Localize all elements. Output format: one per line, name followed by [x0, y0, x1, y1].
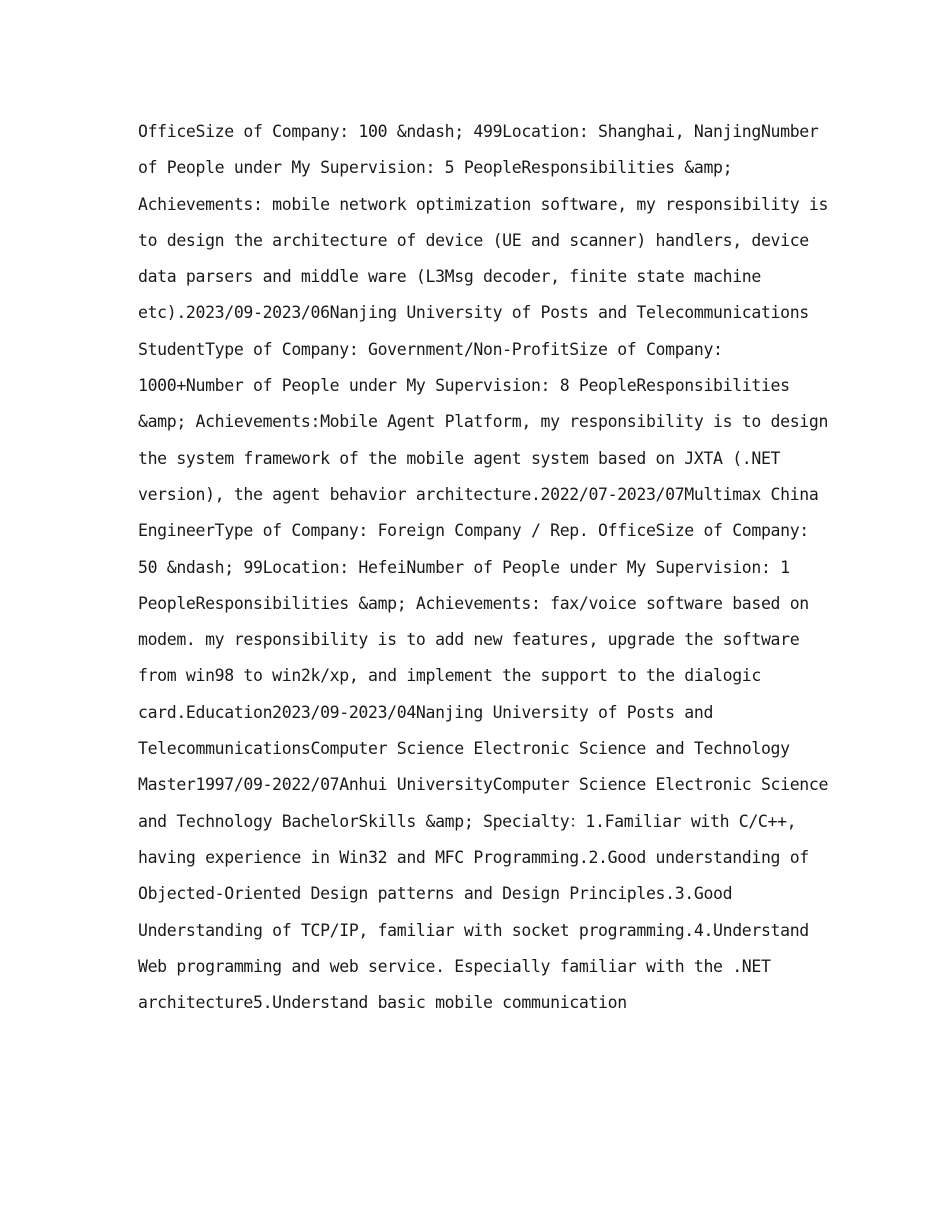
text-line: and Technology BachelorSkills &amp; Specialty：1.Familiar with C/C++, — [138, 811, 797, 831]
text-line: etc).2023/09-2023/06Nanjing University of Posts and Telecommunications — [138, 303, 809, 323]
text-line: Understanding of TCP/IP, familiar with socket programming.4.Understand — [138, 920, 809, 940]
text-line: Web programming and web service. Especially familiar with the .NET — [138, 956, 771, 976]
text-line: Objected-Oriented Design patterns and Design Principles.3.Good — [138, 884, 733, 904]
text-line: the system framework of the mobile agent system based on JXTA (.NET — [138, 448, 781, 468]
text-line: 1000+Number of People under My Supervision: 8 PeopleResponsibilities — [138, 376, 790, 396]
text-line: version), the agent behavior architecture.2022/07-2023/07Multimax China — [138, 484, 819, 504]
text-line: of People under My Supervision: 5 PeopleResponsibilities &amp; — [138, 158, 733, 178]
text-line: Achievements: mobile network optimization software, my responsibility is — [138, 194, 829, 214]
text-line: StudentType of Company: Government/Non-ProfitSize of Company: — [138, 339, 723, 359]
text-line: EngineerType of Company: Foreign Company / Rep. OfficeSize of Company: — [138, 521, 809, 541]
text-line: TelecommunicationsComputer Science Electronic Science and Technology — [138, 739, 790, 759]
text-line: having experience in Win32 and MFC Programming.2.Good understanding of — [138, 847, 809, 867]
text-line: modem. my responsibility is to add new features, upgrade the software — [138, 630, 800, 650]
text-line: from win98 to win2k/xp, and implement the support to the dialogic — [138, 666, 761, 686]
text-line: card.Education2023/09-2023/04Nanjing University of Posts and — [138, 702, 714, 722]
text-line: to design the architecture of device (UE and scanner) handlers, device — [138, 230, 809, 250]
text-line: PeopleResponsibilities &amp; Achievements: fax/voice software based on — [138, 593, 809, 613]
text-line: OfficeSize of Company: 100 &ndash; 499Location: Shanghai, NanjingNumber — [138, 122, 819, 141]
text-line: Master1997/09-2022/07Anhui UniversityComputer Science Electronic Science — [138, 775, 829, 795]
text-line: architecture5.Understand basic mobile communication — [138, 993, 627, 1013]
text-line: data parsers and middle ware (L3Msg decoder, finite state machine — [138, 267, 761, 287]
text-line: &amp; Achievements:Mobile Agent Platform, my responsibility is to design — [138, 412, 829, 432]
text-line: 50 &ndash; 99Location: HefeiNumber of People under My Supervision: 1 — [138, 557, 790, 577]
resume-body-text — [138, 114, 828, 1021]
